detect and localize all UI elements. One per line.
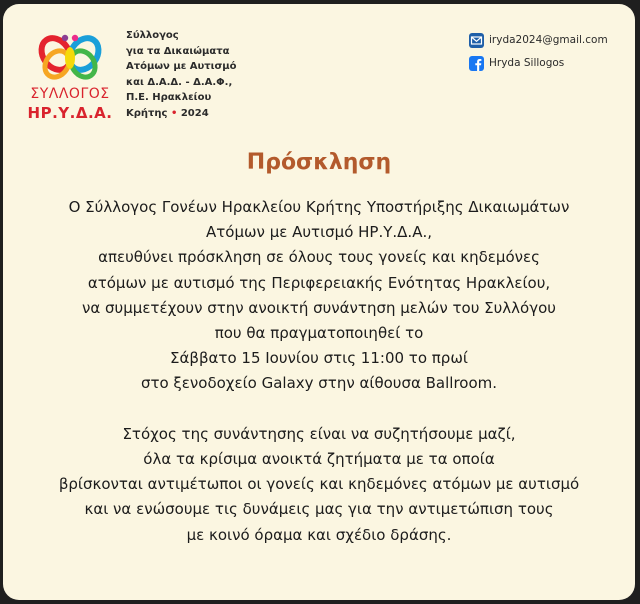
org-line: Π.Ε. Ηρακλείου [126,92,212,103]
org-line [126,106,237,122]
org-line: Ατόμων με Αυτισμό [126,61,237,72]
email-row[interactable] [469,32,608,48]
paragraph-line: στο ξενοδοχείο Galaxy στην αίθουσα Ballroom. [140,374,498,393]
organization-description [126,28,237,121]
organization-logo [27,30,113,130]
paragraph-line: Σάββατο 15 Ιουνίου στις 11:00 το πρωί [170,349,468,368]
facebook-icon [469,56,484,71]
invitation-card [3,4,635,600]
org-line: Σύλλογος [126,30,179,41]
org-year: 2024 [180,107,209,119]
org-place: Κρήτης [126,107,168,119]
paragraph-line: απευθύνει πρόσκληση σε όλους τους γονείς και κηδεμόνες [98,248,540,267]
email-address[interactable]: iryda2024@gmail.com [489,34,608,46]
facebook-page-name[interactable]: Hryda Sillogos [489,57,565,69]
paragraph-line: ατόμων με αυτισμό της Περιφερειακής Ενότητας Ηρακλείου, [87,273,551,292]
paragraph-line: βρίσκονται αντιμέτωποι οι γονείς και κηδεμόνες ατόμων με αυτισμό [58,475,580,494]
paragraph-spacer [3,397,635,422]
logo-name: ΣΥΛΛΟΓΟΣ [30,86,110,102]
paragraph-line: όλα τα κρίσιμα ανοικτά ζητήματα με τα οποία [143,450,495,469]
page-title: Πρόσκληση [246,150,392,175]
paragraph-line: με κοινό όραμα και σχέδιο δράσης. [186,525,452,544]
paragraph-line: Ο Σύλλογος Γονέων Ηρακλείου Κρήτης Υποστήριξης Δικαιωμάτων [68,198,570,216]
paragraph-line: που θα πραγματοποιηθεί το [214,324,424,343]
bullet-separator: • [170,107,178,119]
invitation-body [3,195,635,548]
logo-emblem-icon [27,30,113,86]
org-line: και Δ.Α.Δ. - Δ.Α.Φ., [126,76,233,88]
paragraph-line: Στόχος της συνάντησης είναι να συζητήσουμε μαζί, [122,424,516,443]
org-line: για τα Δικαιώματα [126,45,230,57]
email-icon [469,33,484,48]
paragraph-line: Ατόμων με Αυτισμό ΗΡ.Υ.Δ.Α., [205,223,433,242]
facebook-row[interactable] [469,55,608,71]
logo-abbreviation: ΗΡ.Υ.Δ.Α. [27,104,113,122]
contact-info [469,32,608,78]
paragraph-line: να συμμετέχουν στην ανοικτή συνάντηση μελών του Συλλόγου [82,298,556,317]
paragraph-line: και να ενώσουμε τις δυνάμεις μας για την αντιμετώπιση τους [84,500,554,519]
